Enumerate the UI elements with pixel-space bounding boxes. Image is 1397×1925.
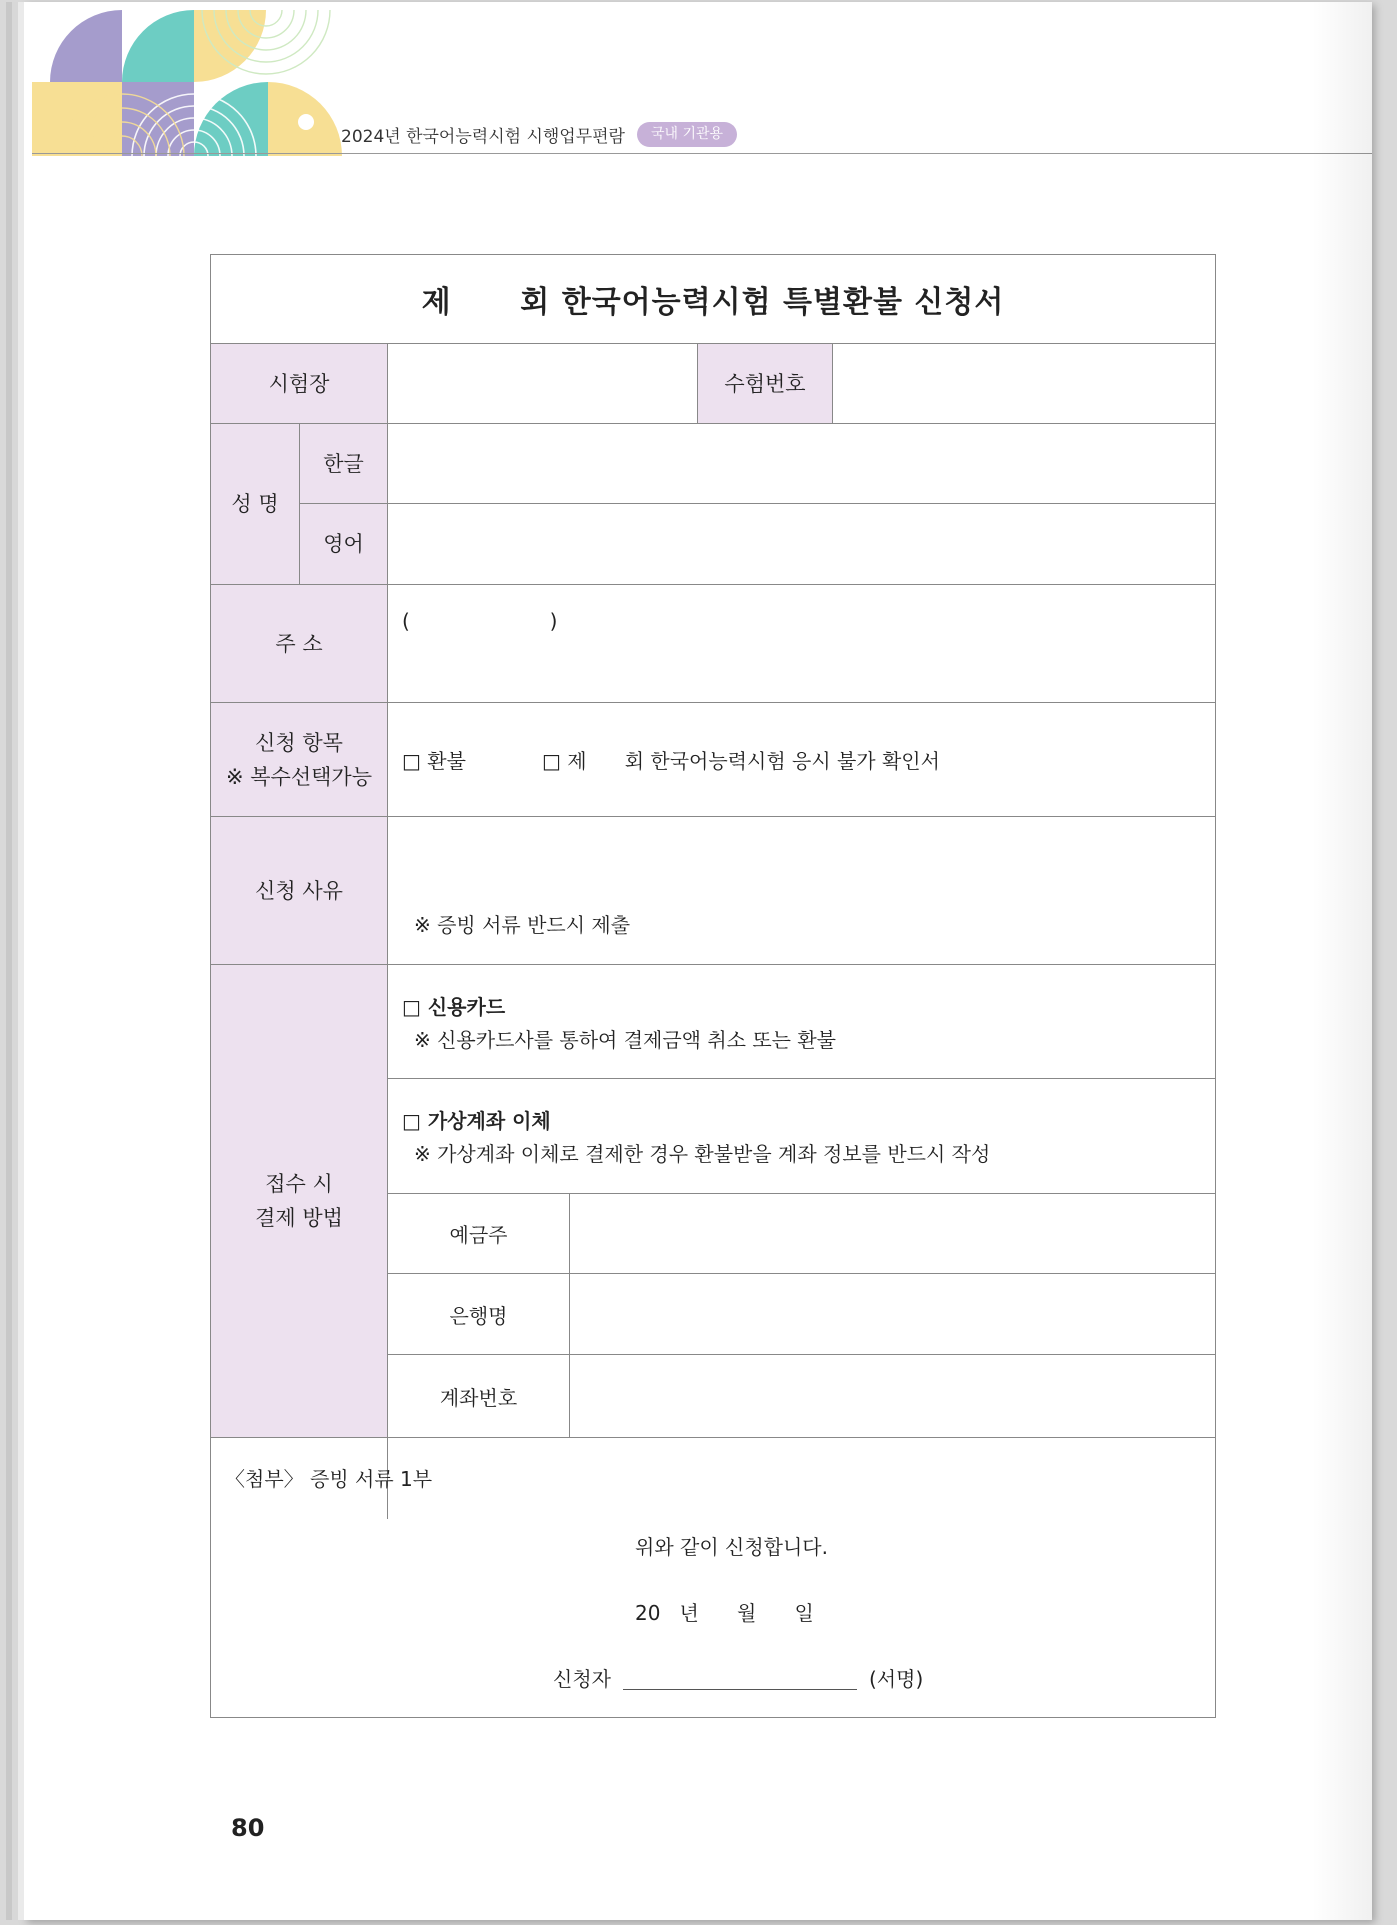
bank-name-field[interactable]: [570, 1274, 1215, 1354]
reason-field[interactable]: [388, 817, 1215, 964]
multiple-selection-note: ※ 복수선택가능: [226, 764, 372, 789]
address-label: 주 소: [211, 585, 387, 702]
credit-card-note: ※ 신용카드사를 통하여 결제금액 취소 또는 환불: [414, 1028, 836, 1052]
exam-site-label: 시험장: [211, 344, 387, 423]
depositor-label: 예금주: [449, 1223, 508, 1247]
account-number-label: 계좌번호: [439, 1385, 518, 1410]
document-page: [24, 2, 1372, 1920]
refund-application-form: [210, 254, 1216, 1718]
applicant-label: 신청자: [553, 1667, 611, 1691]
name-label: 성 명: [211, 424, 299, 584]
signature-label: (서명): [869, 1667, 924, 1691]
signature-line[interactable]: [623, 1689, 857, 1690]
payment-label-line2: 결제 방법: [255, 1206, 343, 1230]
confirmation-checkbox[interactable]: □ 제 회 한국어능력시험 응시 불가 확인서: [542, 749, 940, 773]
divider: [211, 1437, 1215, 1438]
header-badge: 국내 기관용: [637, 122, 737, 147]
exam-site-field[interactable]: [388, 344, 697, 423]
date-line: 20 년 월 일: [635, 1601, 814, 1625]
depositor-field[interactable]: [570, 1194, 1215, 1273]
declaration-text: 위와 같이 신청합니다.: [635, 1535, 828, 1559]
account-number-field[interactable]: [570, 1355, 1215, 1437]
credit-card-checkbox[interactable]: □ 신용카드: [402, 995, 506, 1019]
attachment-note: 〈첨부〉 증빙 서류 1부: [225, 1467, 433, 1491]
name-english-label: 영어: [300, 504, 387, 584]
reason-note: ※ 증빙 서류 반드시 제출: [414, 913, 631, 937]
reason-label: 신청 사유: [211, 817, 387, 964]
refund-checkbox[interactable]: □ 환불: [402, 749, 466, 773]
bank-name-label: 은행명: [449, 1303, 508, 1328]
credit-card-section: [388, 965, 1215, 1078]
payment-method-label: [211, 965, 387, 1437]
request-item-label: [211, 703, 387, 816]
name-korean-field[interactable]: [388, 424, 1215, 503]
header-title: 2024년 한국어능력시험 시행업무편람: [341, 127, 625, 147]
request-item-label-text: 신청 항목: [255, 730, 343, 755]
header-divider: [32, 153, 1372, 154]
exam-number-field[interactable]: [833, 344, 1215, 423]
page-number: 80: [231, 1814, 265, 1842]
virtual-account-section: [388, 1079, 1215, 1193]
form-title: 제 회 한국어능력시험 특별환불 신청서: [421, 285, 1005, 320]
virtual-account-note: ※ 가상계좌 이체로 결제한 경우 환불받을 계좌 정보를 반드시 작성: [414, 1142, 991, 1166]
address-field[interactable]: [388, 585, 1215, 702]
payment-label-line1: 접수 시: [265, 1172, 333, 1196]
exam-number-label: 수험번호: [698, 344, 832, 423]
request-item-options: [388, 703, 1215, 816]
address-postcode-paren: ( ): [402, 609, 558, 633]
header-decoration: [32, 10, 344, 156]
virtual-account-checkbox[interactable]: □ 가상계좌 이체: [402, 1109, 551, 1133]
name-korean-label: 한글: [300, 424, 387, 503]
name-english-field[interactable]: [388, 504, 1215, 584]
